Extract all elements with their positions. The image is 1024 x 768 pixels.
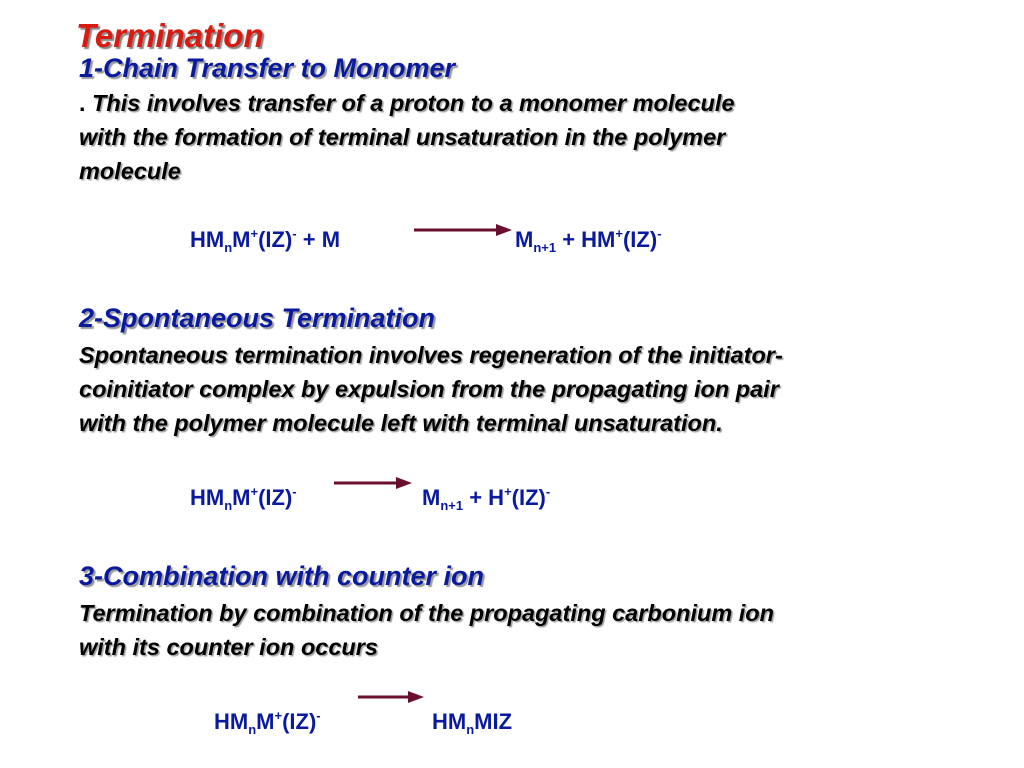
equation-2-arrow-icon xyxy=(334,475,414,491)
section-2-line-2: coinitiator complex by expulsion from the propagating ion pair xyxy=(79,376,779,402)
section-2-line-3: with the polymer molecule left with terminal unsaturation. xyxy=(79,410,723,436)
equation-1-reactants: $HM_nM^+(IZ)^- + M$ xyxy=(190,226,341,255)
section-1-bullet: . xyxy=(79,90,86,116)
section-1-line-1: This involves transfer of a proton to a monomer molecule xyxy=(85,90,735,116)
section-1-line-2: with the formation of terminal unsaturation in the polymer xyxy=(79,124,726,150)
equation-3-reactants: $HM_nM^+(IZ)^-$ xyxy=(214,708,321,737)
section-2-text xyxy=(79,338,979,440)
equation-1-arrow-icon xyxy=(414,222,514,238)
section-2-line-1: Spontaneous termination involves regeneration of the initiator- xyxy=(79,342,783,368)
section-3-text xyxy=(79,596,979,664)
section-3-line-1: Termination by combination of the propagating carbonium ion xyxy=(79,600,774,626)
section-2-heading: 2-Spontaneous Termination xyxy=(79,303,436,333)
equation-2-reactants: $HM_nM^+(IZ)^-$ xyxy=(190,484,297,513)
equation-3-arrow-icon xyxy=(358,689,428,705)
equation-3-products: $HM_nMIZ$ xyxy=(432,709,513,737)
page-title: Termination xyxy=(76,17,264,54)
section-1-line-3: molecule xyxy=(79,158,181,184)
section-1-heading: 1-Chain Transfer to Monomer xyxy=(79,53,456,83)
equation-2-products: $M_{n+1} + H^+(IZ)^-$ xyxy=(422,484,551,513)
section-1-text xyxy=(79,86,979,188)
section-3-heading: 3-Combination with counter ion xyxy=(79,561,484,591)
section-3-line-2: with its counter ion occurs xyxy=(79,634,379,660)
equation-1-products: $M_{n+1} + HM^+(IZ)^-$ xyxy=(515,226,662,255)
